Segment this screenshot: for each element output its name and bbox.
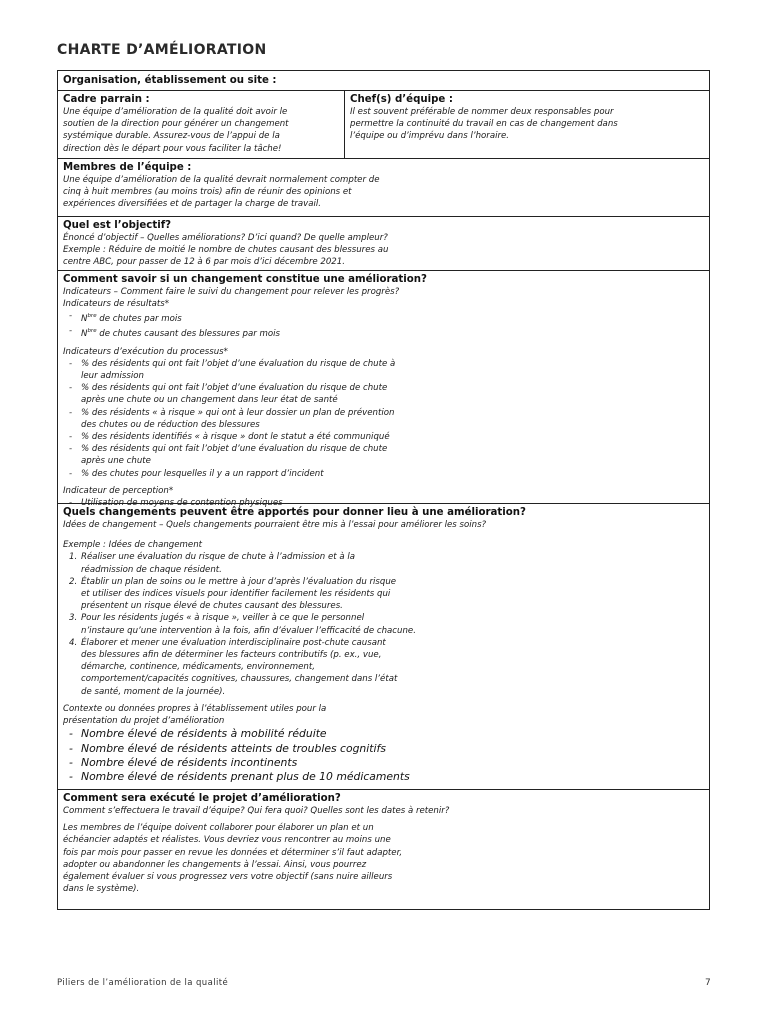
sponsor-cell — [58, 91, 345, 158]
team-lead-label: Chef(s) d’équipe : — [350, 94, 453, 105]
members-text-line: Une équipe d’amélioration de la qualité devrait normalement compter de — [63, 175, 380, 185]
perception-indicator-label: Indicateur de perception* — [63, 485, 174, 496]
execution-text-line: dans le système). — [63, 884, 140, 895]
list-item: 3. Pour les résidents jugés « à risque », veiller à ce que le personnel n’instaure qu’une intervention à la fois, afin d’évaluer l’efficacité de chacune. — [69, 613, 416, 636]
list-item: - % des résidents « à risque » qui ont à leur dossier un plan de prévention des chutes ou de réduction des blessures — [67, 407, 704, 431]
team-lead-text-line: l’équipe ou d’imprévu dans l’horaire. — [350, 131, 510, 142]
improvement-charter-form — [57, 70, 710, 910]
measurement-label: Comment savoir si un changement constitue une amélioration? — [63, 274, 427, 285]
objective-text-line: Énoncé d’objectif – Quelles améliorations? D’ici quand? De quelle ampleur? — [63, 233, 388, 243]
page-title: CHARTE D’AMÉLIORATION — [57, 42, 267, 58]
sponsor-text-line: Une équipe d’amélioration de la qualité doit avoir le — [63, 107, 288, 117]
list-item: - Utilisation de moyens de contention physiques — [67, 497, 704, 509]
outcome-indicators-list — [63, 310, 704, 340]
footer-title: Piliers de l’amélioration de la qualité — [57, 978, 229, 988]
organisation-label: Organisation, établissement ou site : — [63, 75, 277, 86]
execution-intro: Comment s’effectuera le travail d’équipe? Qui fera quoi? Quelles sont les dates à retenir? — [63, 806, 450, 816]
execution-content — [63, 805, 704, 895]
changes-label: Quels changements peuvent être apportés pour donner lieu à une amélioration? — [63, 507, 526, 518]
process-indicators-list — [63, 358, 704, 480]
list-item: - % des chutes pour lesquelles il y a un rapport d’incident — [67, 468, 704, 480]
sponsor-text — [63, 106, 339, 155]
execution-row — [58, 789, 709, 909]
organisation-row — [58, 71, 709, 90]
list-item: 1. Réaliser une évaluation du risque de chute à l’admission et à la réadmission de chaque résident. — [69, 552, 356, 575]
process-indicators-label: Indicateurs d’exécution du processus* — [63, 346, 228, 357]
members-text-line: cinq à huit membres (au moins trois) afin de réunir des opinions et — [63, 187, 352, 198]
context-label: présentation du projet d’amélioration — [63, 716, 225, 727]
measurement-content — [63, 286, 704, 509]
measurement-intro: Indicateurs – Comment faire le suivi du changement pour relever les progrès? — [63, 287, 400, 297]
context-list — [63, 727, 704, 785]
sponsor-lead-row — [58, 90, 709, 158]
members-text-line: expériences diversifiées et de partager la charge de travail. — [63, 199, 322, 210]
list-item: - % des résidents qui ont fait l’objet d’une évaluation du risque de chute à leur admission — [67, 358, 704, 382]
list-item: - $N^{bre}$ de chutes causant des blessures par mois — [67, 325, 704, 340]
list-item: 2. Établir un plan de soins ou le mettre à jour d’après l’évaluation du risque et utiliser des indices visuels pour identifier facilement les résidents qui présentent un risque élevé de chutes causant des blessures. — [69, 576, 397, 612]
list-item: - % des résidents qui ont fait l’objet d’une évaluation du risque de chute après une chute — [67, 443, 704, 467]
list-item: - Nombre élevé de résidents à mobilité réduite — [67, 727, 704, 741]
execution-text-line: adopter ou abandonner les changements à l’essai. Ainsi, vous pourrez — [63, 859, 367, 870]
objective-label: Quel est l’objectif? — [63, 220, 172, 231]
members-label: Membres de l’équipe : — [63, 162, 192, 173]
execution-text-line: fois par mois pour passer en revue les données et déterminer s’il faut adapter, — [63, 847, 403, 858]
measurement-row — [58, 270, 709, 508]
members-text — [63, 174, 704, 211]
objective-row — [58, 216, 709, 270]
team-lead-cell — [345, 91, 709, 158]
list-item: - % des résidents identifiés « à risque » dont le statut a été communiqué — [67, 431, 704, 443]
list-item: - Nombre élevé de résidents prenant plus de 10 médicaments — [67, 770, 704, 784]
members-row — [58, 158, 709, 216]
list-item: 4. Élaborer et mener une évaluation interdisciplinaire post-chute causant des blessures afin de déterminer les facteurs contributifs (p. ex., vue, démarche, continence, médicaments, environnement, comportement/capacités cognitives, chaussures, changement dans l’état de santé, moment de la journée). — [69, 637, 398, 697]
objective-text-line: centre ABC, pour passer de 12 à 6 par mois d’ici décembre 2021. — [63, 257, 345, 268]
execution-text-line: échéancier adaptés et réalistes. Vous devriez vous rencontrer au moins une — [63, 835, 391, 846]
change-ideas-list — [63, 551, 704, 697]
objective-text-line: Exemple : Réduire de moitié le nombre de chutes causant des blessures au — [63, 245, 389, 256]
sponsor-text-line: direction dès le départ pour vous faciliter la tâche! — [63, 143, 282, 154]
context-label: Contexte ou données propres à l’établissement utiles pour la — [63, 703, 327, 714]
list-item: - % des résidents qui ont fait l’objet d’une évaluation du risque de chute après une chute ou un changement dans leur état de santé — [67, 382, 704, 406]
changes-row — [58, 503, 709, 789]
page-number: 7 — [705, 978, 711, 988]
outcome-indicators-label: Indicateurs de résultats* — [63, 299, 170, 310]
team-lead-text — [350, 106, 704, 143]
sponsor-label: Cadre parrain : — [63, 94, 150, 105]
list-item: - Nombre élevé de résidents atteints de troubles cognitifs — [67, 742, 704, 756]
changes-content — [63, 519, 704, 727]
list-item: - $N^{bre}$ de chutes par mois — [67, 310, 704, 325]
sponsor-text-line: systémique durable. Assurez-vous de l’appui de la — [63, 131, 280, 142]
team-lead-text-line: Il est souvent préférable de nommer deux responsables pour — [350, 107, 614, 117]
execution-text-line: également évaluer si vous progressez vers votre objectif (sans nuire ailleurs — [63, 872, 393, 883]
team-lead-text-line: permettre la continuité du travail en cas de changement dans — [350, 119, 618, 130]
execution-label: Comment sera exécuté le projet d’amélioration? — [63, 793, 341, 804]
changes-intro: Idées de changement – Quels changements pourraient être mis à l’essai pour améliorer les soins? — [63, 520, 487, 530]
sponsor-text-line: soutien de la direction pour générer un changement — [63, 119, 289, 130]
objective-text — [63, 232, 704, 269]
list-item: - Nombre élevé de résidents incontinents — [67, 756, 704, 770]
execution-text-line: Les membres de l’équipe doivent collaborer pour élaborer un plan et un — [63, 823, 374, 834]
change-ideas-label: Exemple : Idées de changement — [63, 540, 203, 551]
